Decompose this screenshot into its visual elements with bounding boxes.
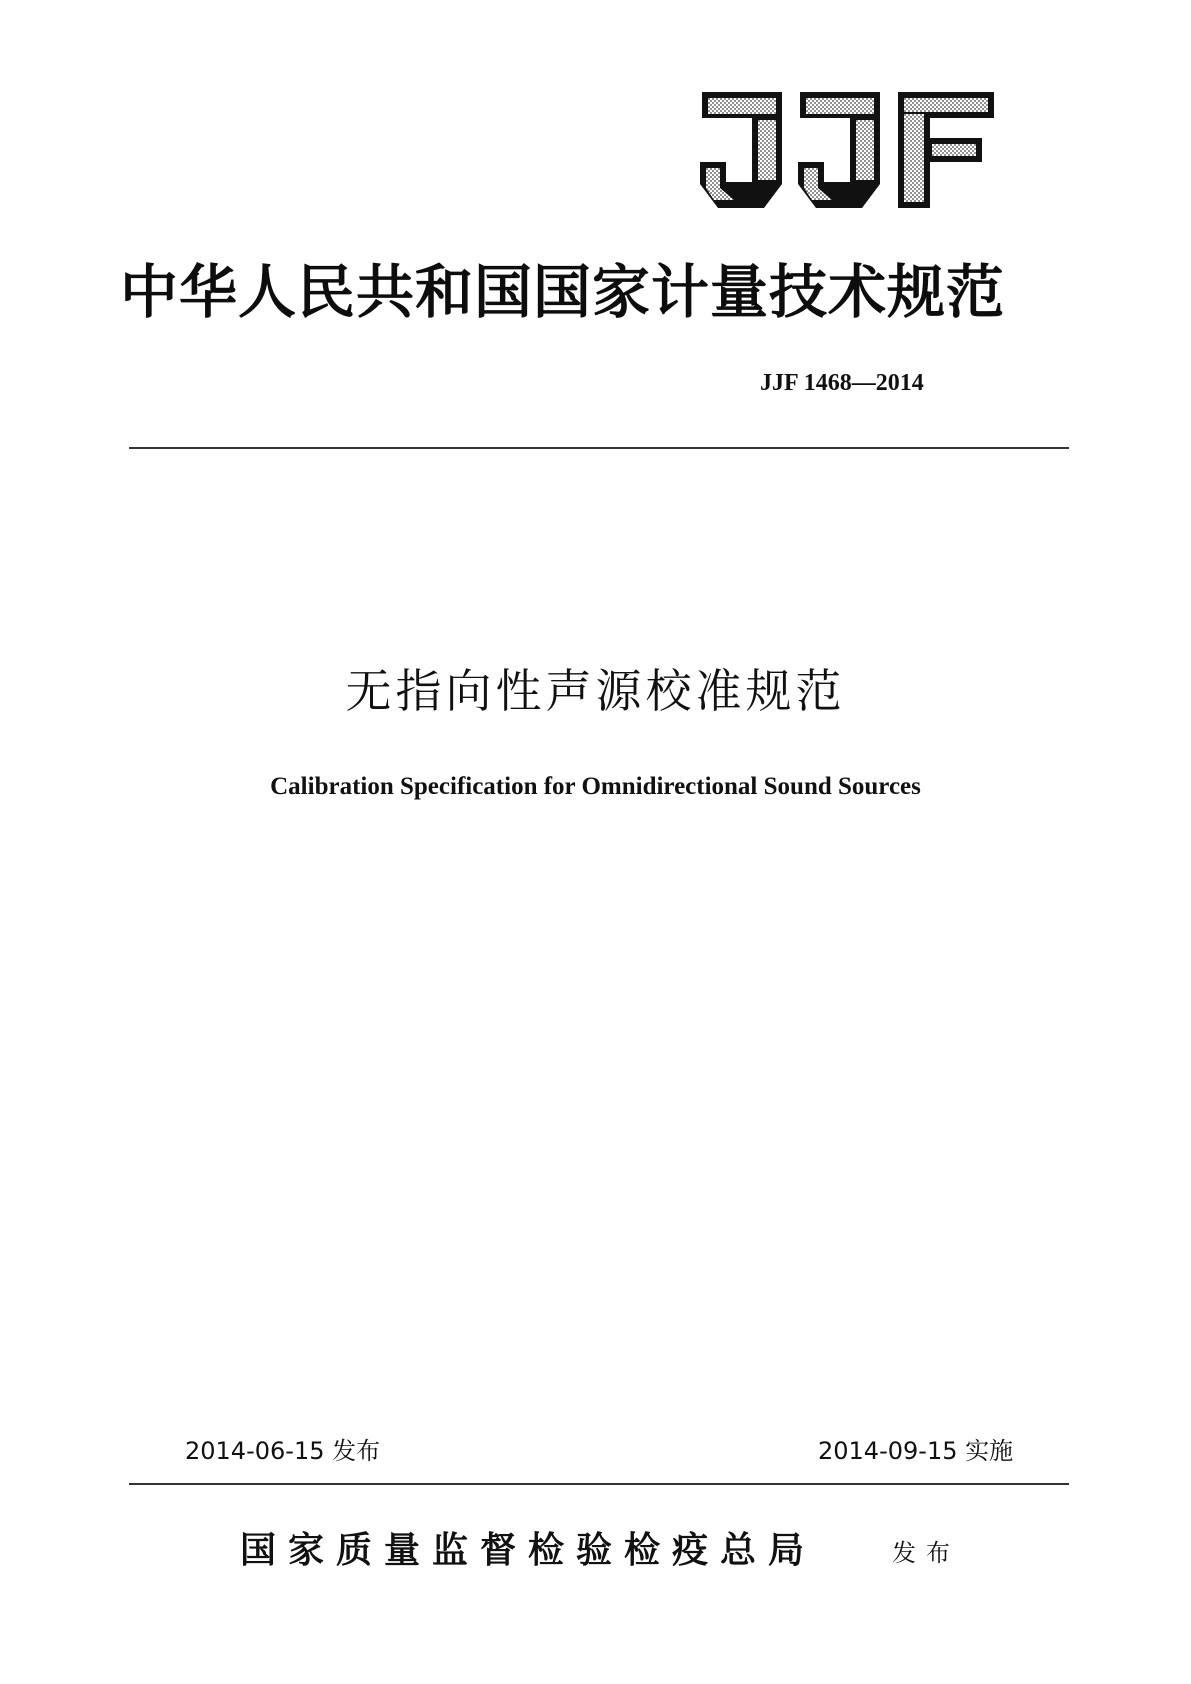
document-title-cn: 无指向性声源校准规范 <box>345 664 846 718</box>
document-title-en: Calibration Specification for Omnidirectional Sound Sources <box>270 773 921 800</box>
publisher-name: 国家质量监督检验检疫总局 <box>240 1529 817 1571</box>
jjf-logo-icon <box>694 84 1000 214</box>
standard-code: JJF 1468—2014 <box>760 370 924 396</box>
publish-suffix: 发布 <box>892 1539 960 1567</box>
bottom-divider <box>129 1483 1069 1485</box>
effective-date: 2014-09-15 实施 <box>818 1437 1014 1465</box>
issue-date: 2014-06-15 发布 <box>185 1437 381 1465</box>
main-title: 中华人民共和国国家计量技术规范 <box>120 258 1006 326</box>
top-divider <box>129 447 1069 449</box>
